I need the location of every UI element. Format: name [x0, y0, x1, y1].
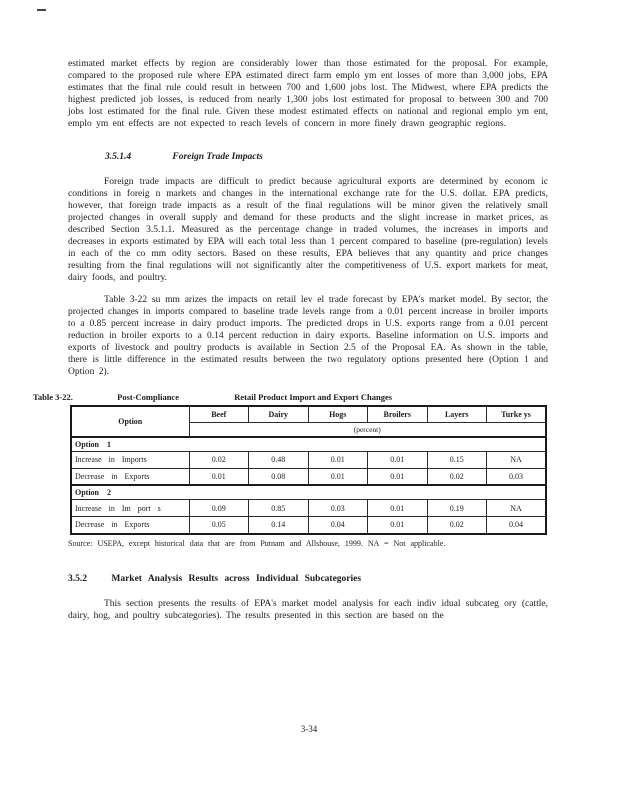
cell-layers: 0.02 — [427, 468, 487, 485]
foreign-trade-paragraph-2: Table 3-22 su mm arizes the impacts on retail lev el trade forecast by EPA's market model. By sector, the projected changes in imports compared to baseline trade levels range from a 0.01 percent increase in broiler imports to a 0.85 percent increase in dairy product imports. The predicted drops in U.S. exports range from a 0.01 percent reduction in broiler exports to a 0.14 percent reduction in dairy exports. Baseline information on U.S. imports and exports of livestock and poultry products is available in Section 2.5 of the Proposal EA. As shown in the table, there is little difference in the estimated results between the two regulatory options presented here (Option 1 and Option 2). — [68, 295, 548, 377]
row-label: Increase in Im port s — [71, 500, 189, 517]
cell-hogs: 0.04 — [308, 517, 368, 534]
cell-hogs: 0.01 — [308, 468, 368, 485]
table-header-beef: Beef — [189, 406, 249, 422]
cell-layers: 0.15 — [427, 451, 487, 468]
intro-paragraph: estimated market effects by region are considerably lower than those estimated for the proposal. For example, compared to the proposed rule where EPA estimated direct farm emplo ym ent losses of more than 3,000 jobs, EPA estimates that the final rule could result in between 700 and 1,600 jobs lost. The Midwest, where EPA predicts the highest predicted job losses, is reduced from nearly 1,300 jobs lost estimated for proposal to between 300 and 700 jobs lost estimated for the final rule. Given these modest estimated effects on national and regional emplo ym ent, emplo ym ent effects are not expected to reach levels of concern in more finely drawn geographic regions. — [68, 59, 548, 129]
table-caption-part2: Retail Product Import and Export Changes — [234, 392, 393, 402]
scan-artifact — [37, 9, 46, 11]
cell-layers: 0.19 — [427, 500, 487, 517]
table-header-hogs: Hogs — [308, 406, 368, 422]
section-number: 3.5.2 — [68, 573, 87, 584]
option-2-band — [71, 485, 546, 500]
table-caption-label: Table 3-22. — [33, 392, 73, 402]
table-caption — [33, 392, 548, 402]
table-3-22 — [70, 405, 547, 535]
option-1-label: Option 1 — [71, 437, 546, 452]
table-header-broilers: Broilers — [368, 406, 428, 422]
cell-broilers: 0.01 — [368, 451, 428, 468]
row-label: Increase in Imports — [71, 451, 189, 468]
section-title: Market Analysis Results across Individual Subcategories — [111, 573, 362, 584]
option-2-label: Option 2 — [71, 485, 546, 500]
cell-beef: 0.09 — [189, 500, 249, 517]
cell-broilers: 0.01 — [368, 468, 428, 485]
cell-dairy: 0.85 — [249, 500, 309, 517]
cell-turkeys: 0.03 — [487, 468, 547, 485]
table-body — [71, 437, 546, 534]
section-number: 3.5.1.4 — [105, 152, 132, 162]
cell-hogs: 0.03 — [308, 500, 368, 517]
table-caption-part1: Post-Compliance — [117, 392, 179, 402]
subcategories-paragraph: This section presents the results of EPA's market model analysis for each indiv idual subcateg ory (cattle, dairy, hog, and poultry subcategories). The results presented in this section are based on the — [68, 598, 548, 621]
row-label: Decrease in Exports — [71, 517, 189, 534]
section-heading-3514 — [68, 152, 548, 162]
table-row — [71, 517, 546, 534]
cell-turkeys: NA — [487, 500, 547, 517]
table-header-layers: Layers — [427, 406, 487, 422]
table-source-note: Source: USEPA, except historical data that are from Putnam and Allshouse, 1999. NA = Not applicable. — [68, 538, 446, 548]
foreign-trade-paragraph-1: Foreign trade impacts are difficult to predict because agricultural exports are determined by econom ic conditions in foreig n markets and changes in the international exchange rate for the U.S. dollar. EPA predicts, however, that foreign trade impacts as a result of the final regulations will be minor given the relatively small projected changes in overall supply and demand for these products and the slight increase in market prices, as described Section 3.5.1.1. Measured as the percentage change in traded volumes, the increases in imports and decreases in exports estimated by EPA will each total less than 1 percent compared to baseline (pre-regulation) levels in each of the co mm odity sectors. Based on these results, EPA believes that any quantity and price changes resulting from the final regulations will not significantly alter the competitiveness of U.S. export markets for meat, dairy foods, and poultry. — [68, 177, 548, 283]
table-header-dairy: Dairy — [249, 406, 309, 422]
cell-broilers: 0.01 — [368, 517, 428, 534]
table-header-option: Option — [71, 406, 189, 437]
page-number: 3-34 — [300, 724, 318, 734]
table-header — [71, 406, 546, 437]
table-row — [71, 500, 546, 517]
cell-turkeys: NA — [487, 451, 547, 468]
table-header-turkeys: Turke ys — [487, 406, 547, 422]
option-1-band — [71, 437, 546, 452]
cell-turkeys: 0.04 — [487, 517, 547, 534]
cell-dairy: 0.08 — [249, 468, 309, 485]
section-title: Foreign Trade Impacts — [172, 152, 263, 162]
row-label: Decrease in Exports — [71, 468, 189, 485]
cell-broilers: 0.01 — [368, 500, 428, 517]
table-unit-row: (percent) — [189, 422, 546, 437]
cell-layers: 0.02 — [427, 517, 487, 534]
cell-dairy: 0.14 — [249, 517, 309, 534]
table-row — [71, 468, 546, 485]
table-row — [71, 451, 546, 468]
cell-hogs: 0.01 — [308, 451, 368, 468]
section-heading-352 — [68, 574, 548, 584]
cell-dairy: 0.48 — [249, 451, 309, 468]
cell-beef: 0.02 — [189, 451, 249, 468]
cell-beef: 0.05 — [189, 517, 249, 534]
cell-beef: 0.01 — [189, 468, 249, 485]
